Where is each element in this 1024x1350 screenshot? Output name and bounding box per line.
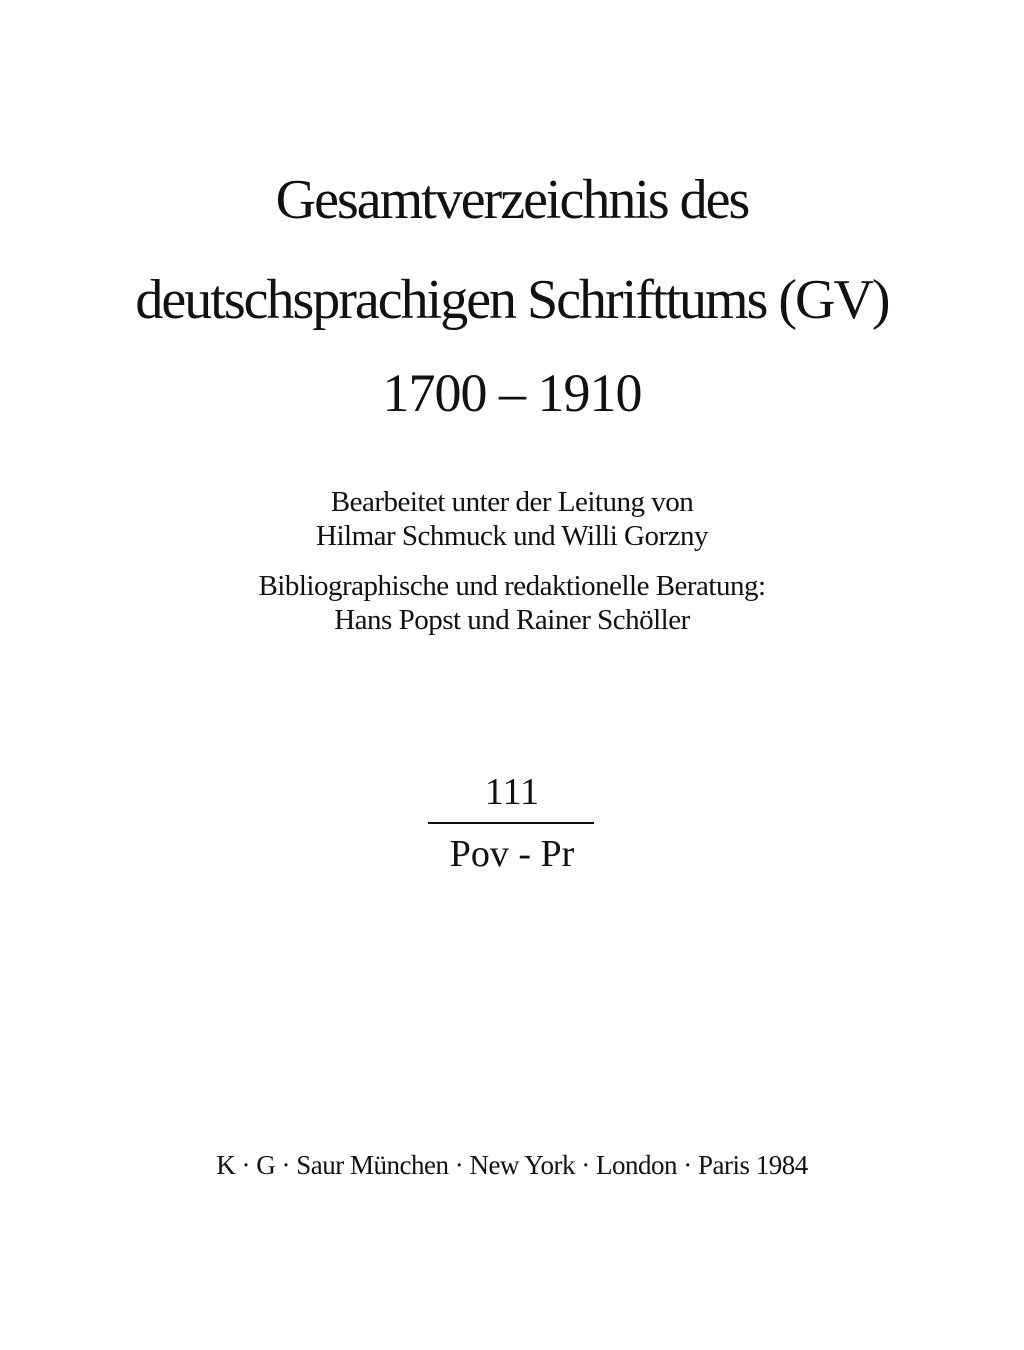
title-line-2: deutschsprachigen Schrifttums (GV) <box>135 269 889 331</box>
publisher-imprint: K · G · Saur München · New York · London · Paris 1984 <box>216 1150 808 1180</box>
title-years: 1700 – 1910 <box>382 363 642 423</box>
editors-line-4: Hans Popst und Rainer Schöller <box>334 604 690 636</box>
editors-line-3: Bibliographische und redaktionelle Beratung: <box>258 570 766 602</box>
volume-divider <box>428 822 594 824</box>
editors-line-2: Hilmar Schmuck und Willi Gorzny <box>316 520 708 552</box>
title-line-1: Gesamtverzeichnis des <box>275 169 749 231</box>
volume-range: Pov - Pr <box>449 833 575 875</box>
editors-line-1: Bearbeitet unter der Leitung von <box>330 486 694 518</box>
volume-number: 111 <box>484 771 540 813</box>
